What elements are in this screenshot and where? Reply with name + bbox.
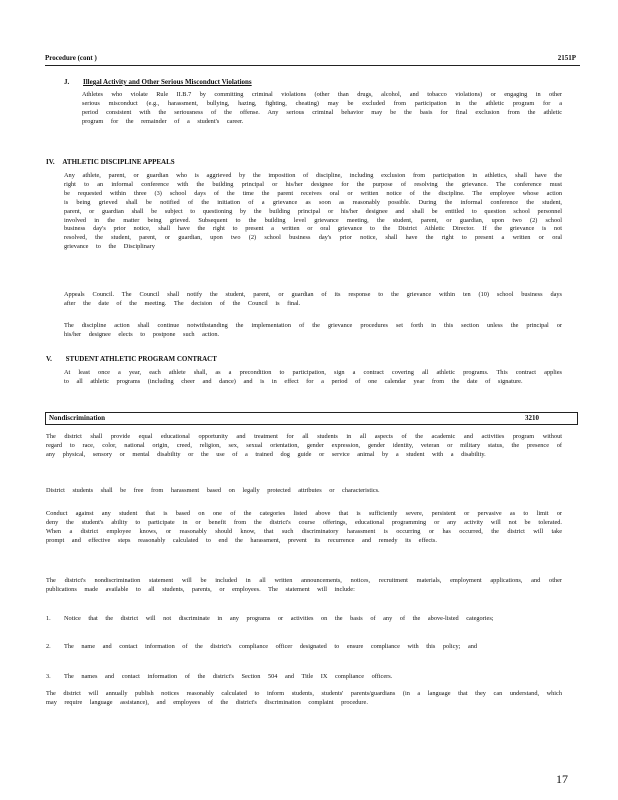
paragraph-nondiscrimination-5: The district will annually publish notices reasonably calculated to inform students, students' parents/guardians (in a language that they can understand, which may require language assistance), and employees of the district's discrimination complaint procedure. <box>46 690 562 706</box>
paragraph-j: Athletes who violate Rule II.B.7 by committing criminal violations (other than drugs, alcohol, and tobacco violations) or engaging in other serious misconduct (e.g., harassment, bullying, hazing, fighting, cheating) may be excluded from participation in the athletic program for a period consistent with the seriousness of the offense. Any serious criminal behavior may be the basis for final exclusion from the athletic program for the remainder of a student's career. <box>82 91 562 125</box>
section-number: IV. <box>46 158 55 166</box>
header-code: 3210 <box>525 414 539 422</box>
list-number: 3. <box>46 673 51 680</box>
section-title: Illegal Activity and Other Serious Misconduct Violations <box>83 78 252 86</box>
paragraph-iv-2: Appeals Council. The Council shall notify the student, parent, or guardian of its response to the grievance within ten (10) school business days after the date of the meeting. The decision of the Council is final. <box>64 291 562 307</box>
paragraph-nondiscrimination-3: Conduct against any student that is based on one of the categories listed above that is sufficiently severe, persistent or pervasive as to limit or deny the student's ability to participate in or benefit from the district's course offerings, educational programming or any activity will not be tolerated. When a district employee knows, or reasonably should know, that such discriminatory harassment is occurring or has occurred, the district will take prompt and effective steps reasonably calculated to end the harassment, prevent its recurrence and remedy its effects. <box>46 510 562 544</box>
list-text: Notice that the district will not discriminate in any programs or activities on the basis of any of the above-listed categories; <box>64 615 494 622</box>
list-number: 2. <box>46 643 51 650</box>
paragraph-iv-1: Any athlete, parent, or guardian who is aggrieved by the imposition of discipline, including exclusion from participation in athletics, shall have the right to an informal conference with the building principal or his/her designee for the purpose of resolving the grievance. The conference must be requested within three (3) school days of the time the parent receives oral or written notice of the discipline. The employee whose action is being grieved shall be notified of the initiation of a grievance as soon as reasonably possible. During the informal conference the student, parent, or guardian shall be subject to questioning by the building principal or his/her designee and shall be entitled to question school personnel involved in the matter being grieved. Subsequent to the building level grievance meeting, the student, parent, or guardian, upon two (2) school business day's prior notice, shall have the right to present a written or oral grievance to the District Athletic Director. If the grievance is not resolved, the student, parent, or guardian, upon two (2) school business day's prior notice, shall have the right to present a written or oral grievance to the Disciplinary <box>64 172 562 251</box>
section-v-heading <box>46 355 217 363</box>
list-number: 1. <box>46 615 51 622</box>
header-title: Nondiscrimination <box>49 414 106 422</box>
paragraph-nondiscrimination-1: The district shall provide equal educational opportunity and treatment for all students in all aspects of the academic and activities program without regard to race, color, national origin, creed, religion, sex, sexual orientation, gender expression, gender identity, veteran or military status, the presence of any physical, sensory or mental disability or the use of a trained dog guide or service animal by a student with a disability. <box>46 433 562 458</box>
paragraph-v: At least once a year, each athlete shall, as a precondition to participation, sign a contract covering all athletic programs. This contract applies to all athletic programs (including cheer and dance) and is in effect for a period of one calendar year from the date of signature. <box>64 369 562 385</box>
header-code: 2151P <box>557 54 576 62</box>
header-left: Procedure (cont ) <box>45 54 97 62</box>
list-text: The names and contact information of the district's Section 504 and Title IX compliance officers. <box>64 673 393 680</box>
list-text: The name and contact information of the district's compliance officer designated to ensure compliance with this policy; and <box>64 643 478 650</box>
paragraph-nondiscrimination-4: The district's nondiscrimination statement will be included in all written announcements, notices, recruitment materials, employment applications, and other publications made available to all students, parents, or employees. The statement will include: <box>46 577 562 593</box>
section-iv-heading <box>46 158 175 166</box>
policy-header-box <box>45 412 578 425</box>
section-j-heading <box>64 78 252 86</box>
paragraph-nondiscrimination-2: District students shall be free from harassment based on legally protected attributes or characteristics. <box>46 487 380 494</box>
page-number: 17 <box>556 772 568 786</box>
paragraph-iv-3: The discipline action shall continue notwithstanding the implementation of the grievance procedures set forth in this section unless the principal or his/her designee elects to postpone such action. <box>64 322 562 338</box>
section-number: V. <box>46 355 52 363</box>
section-title: ATHLETIC DISCIPLINE APPEALS <box>62 158 175 166</box>
section-number: J. <box>64 78 70 86</box>
policy-header <box>45 54 578 64</box>
section-title: STUDENT ATHLETIC PROGRAM CONTRACT <box>65 355 217 363</box>
